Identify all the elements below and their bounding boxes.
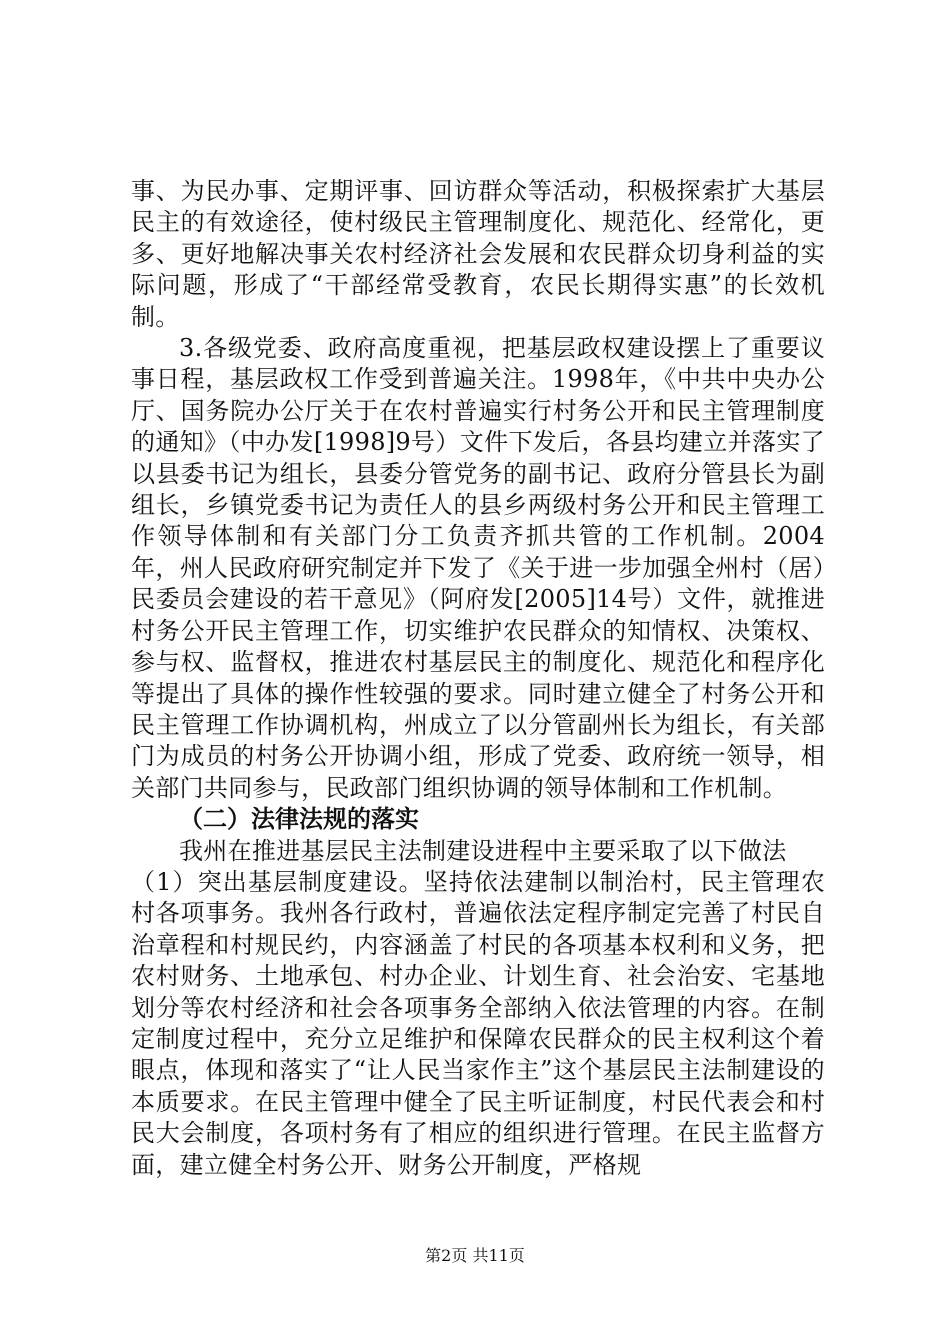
paragraph-item-3: 3.各级党委、政府高度重视，把基层政权建设摆上了重要议事日程，基层政权工作受到普遍关注。1998年，《中共中央办公厅、国务院办公厅关于在农村普遍实行村务公开和民主管理制度的通知》（中办发[1998]9号）文件下发后，各县均建立并落实了以县委书记为组长，县委分管党务的副书记、政府分管县长为副组长，乡镇党委书记为责任人的县乡两级村务公开和民主管理工作领导体制和有关部门分工负责齐抓共管的工作机制。2004年，州人民政府研究制定并下发了《关于进一步加强全州村（居）民委员会建设的若干意见》（阿府发[2005]14号）文件，就推进村务公开民主管理工作，切实维护农民群众的知情权、决策权、参与权、监督权，推进农村基层民主的制度化、规范化和程序化等提出了具体的操作性较强的要求。同时建立健全了村务公开和民主管理工作协调机构，州成立了以分管副州长为组长，有关部门为成员的村务公开协调小组，形成了党委、政府统一领导，相关部门共同参与，民政部门组织协调的领导体制和工作机制。 xyxy=(131,334,825,802)
page-footer: 第2页 共11页 xyxy=(425,1246,525,1265)
section-heading: （二）法律法规的落实 xyxy=(179,805,419,834)
paragraph-item-1: （1）突出基层制度建设。坚持依法建制以制治村，民主管理农村各项事务。我州各行政村，普遍依法定程序制定完善了村民自治章程和村规民约，内容涵盖了村民的各项基本权利和义务，把农村财务、土地承包、村办企业、计划生育、社会治安、宅基地划分等农村经济和社会各项事务全部纳入依法管理的内容。在制定制度过程中，充分立足维护和保障农民群众的民主权利这个着眼点，体现和落实了“让人民当家作主”这个基层民主法制建设的本质要求。在民主管理中健全了民主听证制度，村民代表会和村民大会制度，各项村务有了相应的组织进行管理。在民主监督方面，建立健全村务公开、财务公开制度，严格规 xyxy=(131,867,825,1179)
paragraph-continuation: 事、为民办事、定期评事、回访群众等活动，积极探索扩大基层民主的有效途径，使村级民主管理制度化、规范化、经常化，更多、更好地解决事关农村经济社会发展和农民群众切身利益的实际问题，形成了“干部经常受教育，农民长期得实惠”的长效机制。 xyxy=(131,177,825,331)
document-body xyxy=(131,176,825,1181)
paragraph-intro: 我州在推进基层民主法制建设进程中主要采取了以下做法 xyxy=(179,836,787,865)
